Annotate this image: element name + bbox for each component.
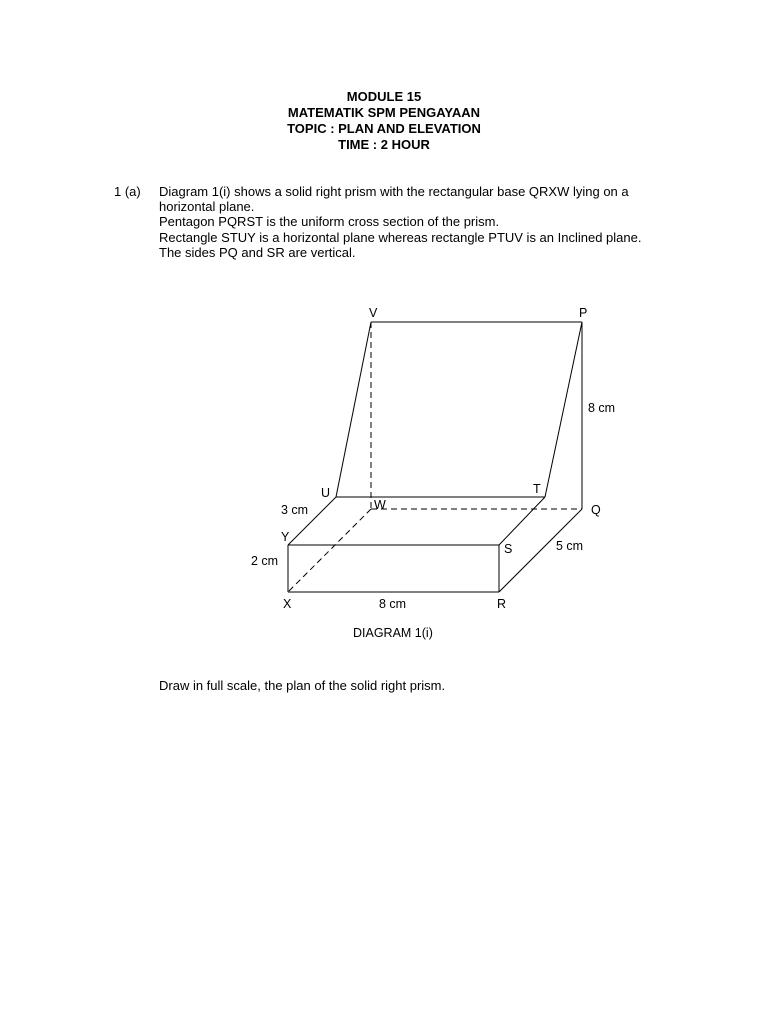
time-allowed: TIME : 2 HOUR [338,137,430,152]
question-line: Pentagon PQRST is the uniform cross section of the prism. [159,214,500,230]
vertex-label-v: V [369,306,378,320]
vertex-label-q: Q [591,503,601,517]
question-instruction: Draw in full scale, the plan of the solid right prism. [159,678,446,693]
vertex-label-x: X [283,597,292,611]
dimension-rq: 5 cm [556,539,584,553]
question-line: Rectangle STUY is a horizontal plane whereas rectangle PTUV is an Inclined plane. [159,229,642,245]
question-number: 1 (a) [114,184,141,199]
edge-ts [499,497,545,545]
dimension-uy: 3 cm [281,503,309,517]
dimension-yx: 2 cm [251,554,279,568]
vertex-label-u: U [321,486,331,500]
module-title: MODULE 15 [346,89,422,104]
dimension-pq: 8 cm [588,401,616,415]
vertex-label-y: Y [281,530,290,544]
hidden-edge-wx [288,509,371,592]
question-line: Diagram 1(i) shows a solid right prism with the rectangular base QRXW lying on a horizontal plane. [159,184,629,215]
subject-title: MATEMATIK SPM PENGAYAAN [287,105,481,120]
vertex-label-p: P [579,306,588,320]
diagram-caption: DIAGRAM 1(i) [353,626,433,640]
edge-pt [545,322,582,497]
topic-title: TOPIC : PLAN AND ELEVATION [287,121,481,136]
vertex-label-w: W [374,498,386,512]
question-line: The sides PQ and SR are vertical. [159,244,356,260]
vertex-label-r: R [497,597,507,611]
dimension-xr: 8 cm [379,597,407,611]
vertex-label-t: T [533,482,541,496]
edge-vu [336,322,371,497]
vertex-label-s: S [504,542,513,556]
